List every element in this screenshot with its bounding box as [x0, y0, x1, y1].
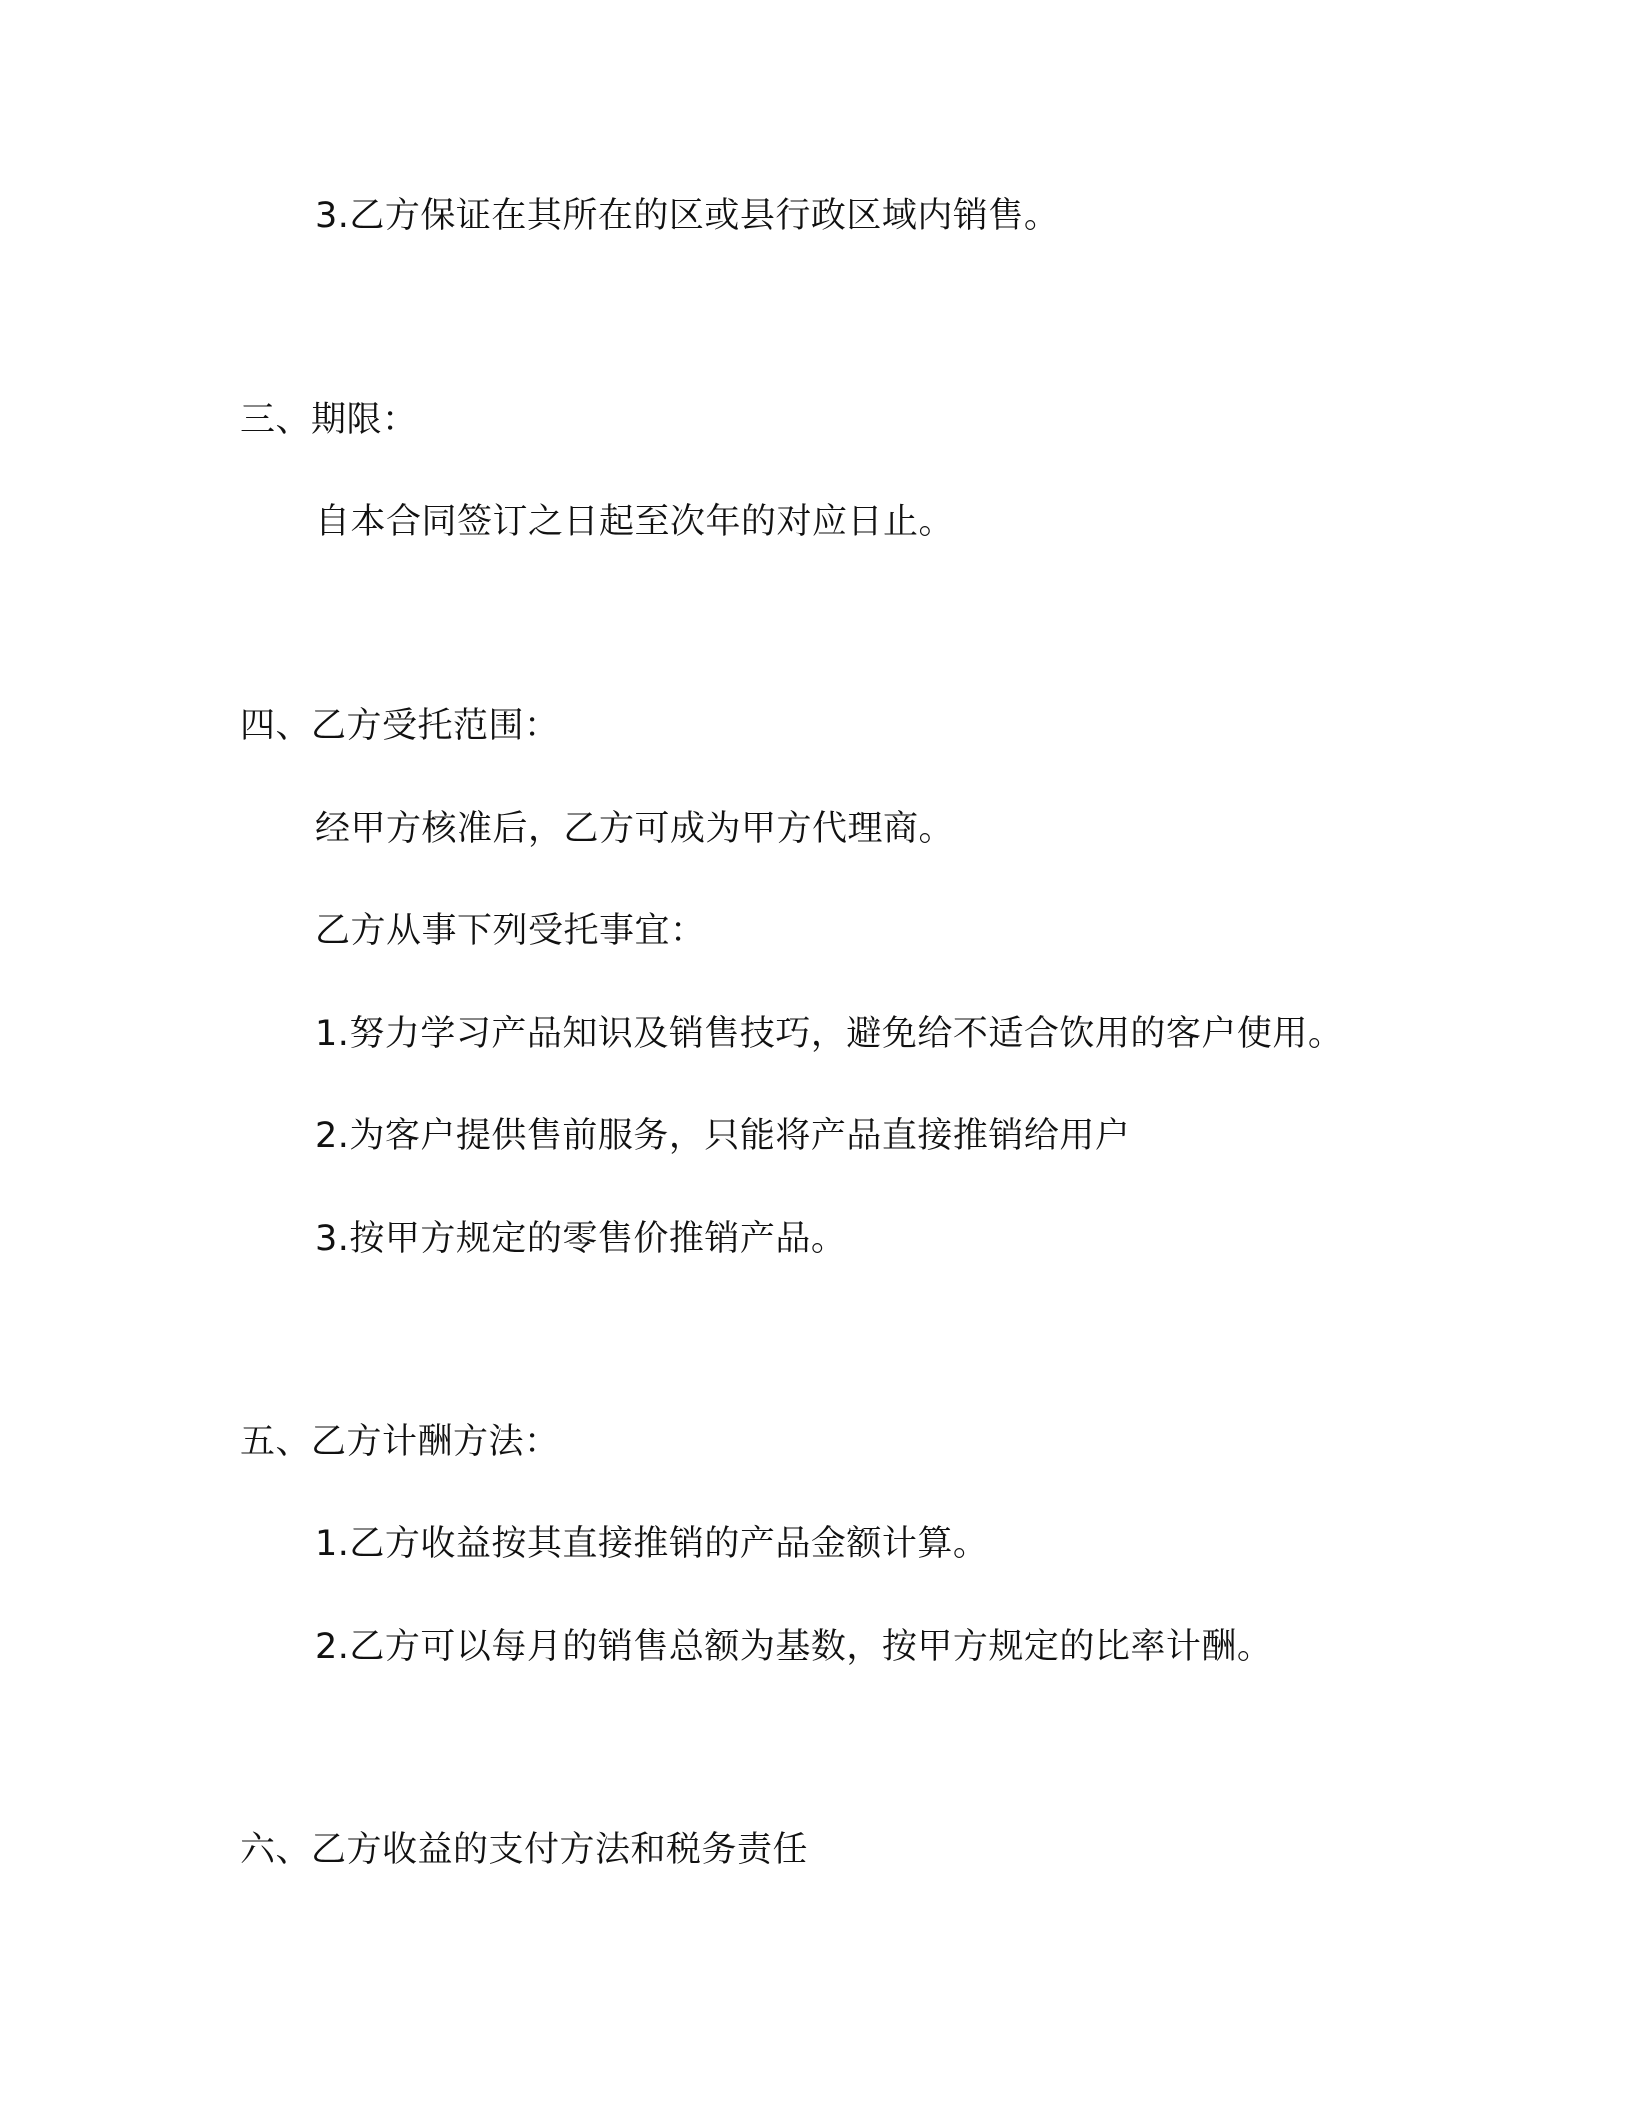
- clause-2-item-3: 3.乙方保证在其所在的区或县行政区域内销售。: [315, 196, 1060, 236]
- clause-4-item-1: 1.努力学习产品知识及销售技巧，避免给不适合饮用的客户使用。: [315, 1014, 1344, 1054]
- clause-4-item-2: 2.为客户提供售前服务，只能将产品直接推销给用户: [315, 1116, 1131, 1156]
- clause-5-item-2: 2.乙方可以每月的销售总额为基数，按甲方规定的比率计酬。: [315, 1627, 1273, 1667]
- section-heading-3: 三、期限：: [240, 400, 418, 440]
- clause-4-intro: 乙方从事下列受托事宜：: [315, 911, 706, 951]
- clause-4-item-3: 3.按甲方规定的零售价推销产品。: [315, 1219, 847, 1259]
- section-heading-4: 四、乙方受托范围：: [240, 706, 560, 746]
- clause-4-text: 经甲方核准后，乙方可成为甲方代理商。: [315, 809, 955, 849]
- section-heading-6: 六、乙方收益的支付方法和税务责任: [240, 1830, 809, 1870]
- section-heading-5: 五、乙方计酬方法：: [240, 1422, 560, 1462]
- clause-3-text: 自本合同签订之日起至次年的对应日止。: [315, 502, 955, 542]
- clause-5-item-1: 1.乙方收益按其直接推销的产品金额计算。: [315, 1524, 989, 1564]
